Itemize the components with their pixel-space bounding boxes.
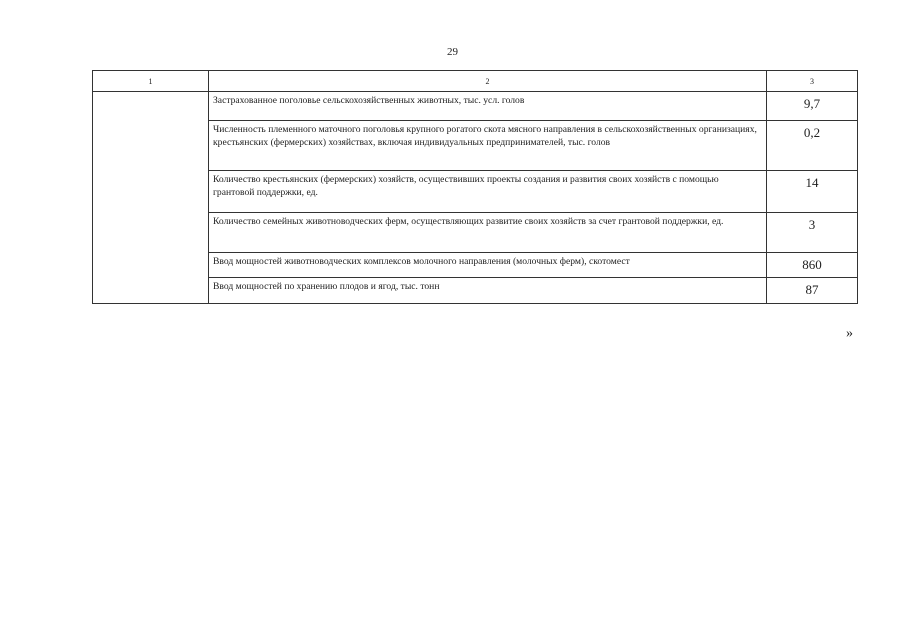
header-col-2: 2 bbox=[209, 71, 767, 92]
indicators-table bbox=[92, 70, 858, 304]
value-cell: 87 bbox=[767, 278, 858, 304]
header-col-1: 1 bbox=[93, 71, 209, 92]
value-cell: 0,2 bbox=[767, 121, 858, 171]
table-header-row bbox=[93, 71, 858, 92]
indicator-cell: Численность племенного маточного поголовья крупного рогатого скота мясного направления в сельскохозяйственных организациях, крестьянских (фермерских) хозяйствах, включая индивидуальных предпринимателей, тыс. голов bbox=[209, 121, 767, 171]
indicator-cell: Количество семейных животноводческих ферм, осуществляющих развитие своих хозяйств за счет грантовой поддержки, ед. bbox=[209, 213, 767, 253]
table-row bbox=[93, 92, 858, 121]
merged-empty-cell bbox=[93, 92, 209, 304]
closing-quote: » bbox=[846, 326, 853, 341]
indicator-cell: Ввод мощностей по хранению плодов и ягод, тыс. тонн bbox=[209, 278, 767, 304]
indicator-cell: Ввод мощностей животноводческих комплексов молочного направления (молочных ферм), скотомест bbox=[209, 253, 767, 278]
page-number: 29 bbox=[447, 46, 458, 58]
value-cell: 860 bbox=[767, 253, 858, 278]
indicator-cell: Количество крестьянских (фермерских) хозяйств, осуществивших проекты создания и развития своих хозяйств с помощью грантовой поддержки, ед. bbox=[209, 171, 767, 213]
value-cell: 14 bbox=[767, 171, 858, 213]
value-cell: 3 bbox=[767, 213, 858, 253]
header-col-3: 3 bbox=[767, 71, 858, 92]
indicator-cell: Застрахованное поголовье сельскохозяйственных животных, тыс. усл. голов bbox=[209, 92, 767, 121]
value-cell: 9,7 bbox=[767, 92, 858, 121]
